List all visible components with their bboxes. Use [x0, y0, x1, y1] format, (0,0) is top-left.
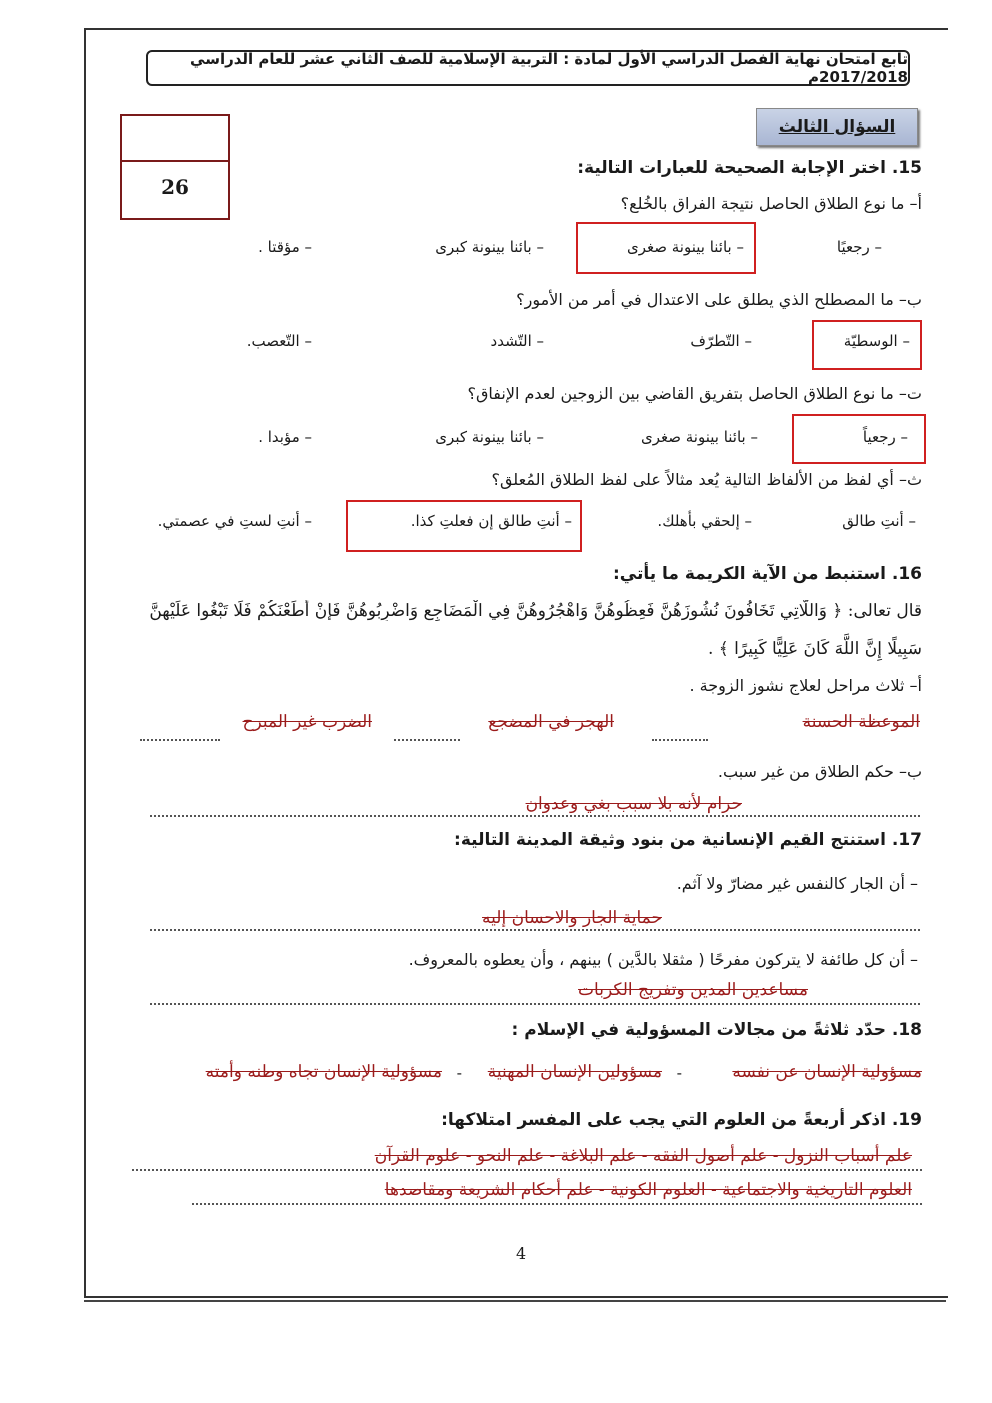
q15d-selected-mark	[346, 500, 582, 552]
q15a-selected-mark	[576, 222, 756, 274]
q16a-text: أ– ثلاث مراحل لعلاج نشوز الزوجة .	[689, 676, 922, 695]
q18-answer-2: مسؤولين الإنسان المهنية	[487, 1062, 662, 1082]
q15b-option-4: – التّعصب.	[246, 332, 312, 350]
q15d-text: ث– أي لفظ من الألفاظ التالية يُعد مثالاً على لفظ الطلاق المُعلق؟	[491, 470, 922, 489]
exam-header	[146, 50, 910, 86]
section-title: السؤال الثالث	[778, 117, 896, 137]
q17-blank1	[150, 928, 920, 931]
q16-title: 16. استنبط من الآية الكريمة ما يأتي:	[612, 564, 922, 584]
q15c-option-4: – مؤبدا .	[258, 428, 312, 446]
q19-blank2	[192, 1202, 922, 1205]
q16b-text: ب– حكم الطلاق من غير سبب.	[717, 762, 922, 781]
score-box	[120, 114, 230, 220]
q15a-option-4: – مؤقتا .	[258, 238, 312, 256]
q15a-option-2: – بائنا بينونة صغرى	[626, 238, 744, 256]
q17-answer1: حماية الجار والاحسان إليه	[482, 908, 662, 928]
q16a-blank-3	[140, 738, 220, 741]
q16b-blank	[150, 814, 920, 817]
q15d-option-1: – أنتِ طالق	[842, 512, 916, 530]
q17-item2: – أن كل طائفة لا يتركون مفرحًا ( مثقلا بالدَّين ) بينهم ، وأن يعطوه بالمعروف.	[408, 950, 918, 969]
section-tab	[756, 108, 918, 146]
q17-title: 17. استنتج القيم الإنسانية من بنود وثيقة المدينة التالية:	[454, 830, 922, 850]
q16a-answer-2: الهجر في المضجع	[488, 712, 614, 732]
q15b-selected-mark	[812, 320, 922, 370]
exam-header-title: تابع امتحان نهاية الفصل الدراسي الأول لمادة : التربية الإسلامية للصف الثاني عشر للعام الدراسي 2017/2018م	[190, 50, 908, 86]
q19-answer-line2: العلوم التاريخية والاجتماعية - العلوم الكونية - علم أحكام الشريعة ومقاصدها	[384, 1180, 912, 1200]
q16a-blank-2	[394, 738, 460, 741]
q19-blank1	[132, 1168, 922, 1171]
q16b-answer: حرام لأنه بلا سبب بغي وعدوان	[525, 794, 742, 814]
q17-answer2: مساعدين المدين وتفريج الكربات	[578, 980, 808, 1000]
q15c-text: ت– ما نوع الطلاق الحاصل بتفريق القاضي بين الزوجين لعدم الإنفاق؟	[467, 384, 922, 403]
q15b-option-2: – التّطرّف	[690, 332, 752, 350]
q15-title: 15. اختر الإجابة الصحيحة للعبارات التالية:	[577, 158, 922, 178]
score-value: 26	[161, 175, 189, 199]
q15d-option-4: – أنتِ لستِ في عصمتي.	[157, 512, 312, 530]
q18-answer-1: مسؤولية الإنسان عن نفسه	[732, 1062, 922, 1082]
q16a-answer-3: الضرب غير المبرح	[242, 712, 372, 732]
q15c-option-1: – رجعياً	[862, 428, 908, 446]
q15a-option-3: – بائنا بينونة كبرى	[435, 238, 544, 256]
q19-answer-line1: علم أسباب النزول - علم أصول الفقه - علم البلاغة - علم النحو - علوم القرآن	[374, 1146, 912, 1166]
q15a-option-1: – رجعيًا	[836, 238, 882, 256]
q15b-text: ب– ما المصطلح الذي يطلق على الاعتدال في أمر من الأمور؟	[516, 290, 922, 309]
q18-answer-3: مسؤولية الإنسان تجاه وطنه وأمته	[205, 1062, 442, 1082]
q16a-answer-1: الموعظة الحسنة	[802, 712, 920, 732]
q17-item1: – أن الجار كالنفس غير مضارّ ولا آثم.	[676, 874, 918, 893]
q15d-option-2: – إلحقي بأهلك.	[657, 512, 752, 530]
q18-title: 18. حدّد ثلاثةً من مجالات المسؤولية في الإسلام :	[511, 1020, 922, 1040]
q16a-blank-1	[652, 738, 708, 741]
q15d-option-3: – أنتِ طالق إن فعلتِ كذا.	[410, 512, 572, 530]
q15c-option-3: – بائنا بينونة كبرى	[435, 428, 544, 446]
q18-sep-2: -	[456, 1064, 462, 1082]
q19-title: 19. اذكر أربعةً من العلوم التي يجب على المفسر امتلاكها:	[441, 1110, 922, 1130]
q18-sep-1: -	[676, 1064, 682, 1082]
score-box-blank	[122, 116, 228, 162]
q15b-option-1: – الوسطيّة	[843, 332, 910, 350]
q15a-text: أ– ما نوع الطلاق الحاصل نتيجة الفراق بالخُلع؟	[620, 194, 922, 213]
q17-blank2	[150, 1002, 920, 1005]
page-number: 4	[516, 1244, 527, 1263]
q15c-selected-mark	[792, 414, 926, 464]
q15b-option-3: – التّشدد	[490, 332, 544, 350]
q16-ayah-line2: سَبِيلًا إِنَّ اللَّهَ كَانَ عَلِيًّا كَبِيرًا ﴾ .	[708, 639, 922, 659]
q16-ayah-line1: قال تعالى: ﴿ وَاللَّاتِي تَخَافُونَ نُشُوزَهُنَّ فَعِظُوهُنَّ وَاهْجُرُوهُنَّ فِي الْمَضَاجِعِ وَاضْرِبُوهُنَّ فَإِنْ أَطَعْنَكُمْ فَلَا تَبْغُوا عَلَيْهِنَّ	[149, 601, 922, 621]
q15c-option-2: – بائنا بينونة صغرى	[640, 428, 758, 446]
